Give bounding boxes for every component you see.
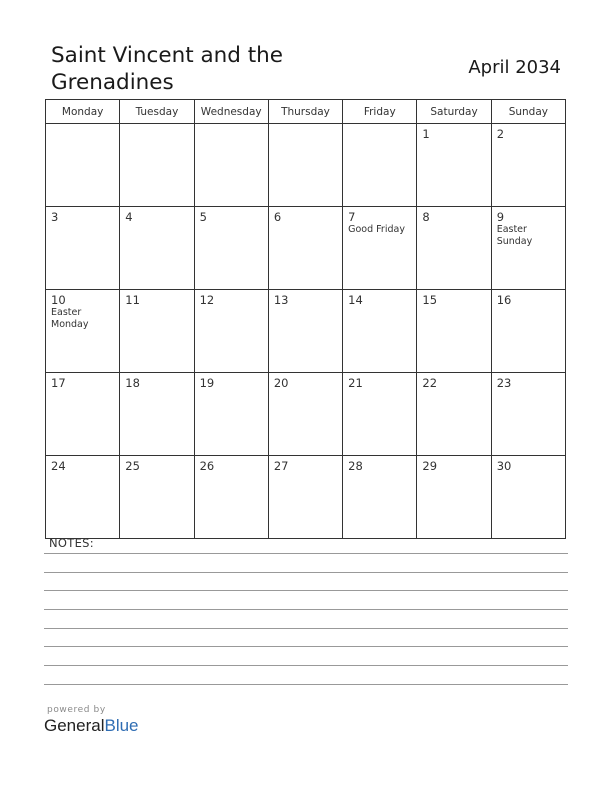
day-cell bbox=[120, 207, 194, 290]
day-cell bbox=[417, 373, 491, 456]
weekday-header: Wednesday bbox=[194, 100, 268, 124]
day-number: 5 bbox=[199, 210, 207, 224]
day-cell bbox=[343, 290, 417, 373]
month-label: April 2034 bbox=[468, 57, 561, 78]
day-cell bbox=[268, 207, 342, 290]
day-cell bbox=[46, 290, 120, 373]
day-cell bbox=[268, 290, 342, 373]
weekday-header-row bbox=[46, 100, 566, 124]
weekday-header: Sunday bbox=[491, 100, 565, 124]
day-number: 11 bbox=[125, 293, 140, 307]
day-number: 1 bbox=[422, 127, 430, 141]
day-number: 23 bbox=[496, 376, 512, 390]
weekday-header: Monday bbox=[46, 100, 120, 124]
day-cell bbox=[194, 456, 268, 539]
day-cell bbox=[194, 124, 268, 207]
day-number: 19 bbox=[199, 376, 215, 390]
day-cell bbox=[46, 373, 120, 456]
day-number: 13 bbox=[273, 293, 289, 307]
note-line bbox=[44, 628, 568, 629]
day-cell bbox=[491, 290, 565, 373]
day-cell bbox=[268, 456, 342, 539]
day-number: 26 bbox=[199, 459, 215, 473]
day-cell bbox=[120, 124, 194, 207]
day-number: 27 bbox=[273, 459, 289, 473]
note-line bbox=[44, 590, 568, 591]
day-cell bbox=[343, 373, 417, 456]
day-number: 2 bbox=[496, 127, 505, 141]
day-number: 24 bbox=[51, 459, 66, 473]
day-number: 3 bbox=[51, 210, 59, 224]
day-number: 8 bbox=[422, 210, 430, 224]
day-cell bbox=[46, 124, 120, 207]
day-number: 6 bbox=[273, 210, 282, 224]
note-line bbox=[44, 572, 568, 573]
day-number: 21 bbox=[348, 376, 363, 390]
week-row bbox=[46, 456, 566, 539]
day-cell bbox=[343, 456, 417, 539]
note-line bbox=[44, 553, 568, 554]
weekday-header: Friday bbox=[343, 100, 417, 124]
day-number: 12 bbox=[199, 293, 215, 307]
day-cell bbox=[46, 456, 120, 539]
brand-logo bbox=[44, 716, 139, 736]
day-number: 17 bbox=[51, 376, 66, 390]
weekday-header: Tuesday bbox=[120, 100, 194, 124]
day-cell bbox=[491, 373, 565, 456]
powered-by-text: powered by bbox=[47, 705, 106, 715]
day-number: 20 bbox=[273, 376, 289, 390]
holiday-label: Easter Monday bbox=[51, 307, 89, 330]
week-row bbox=[46, 373, 566, 456]
day-number: 16 bbox=[496, 293, 512, 307]
note-line bbox=[44, 684, 568, 685]
week-row bbox=[46, 207, 566, 290]
note-line bbox=[44, 609, 568, 610]
brand-blue-text: Blue bbox=[104, 716, 139, 735]
day-cell bbox=[194, 373, 268, 456]
day-cell bbox=[343, 124, 417, 207]
calendar-grid bbox=[45, 99, 566, 539]
day-number: 28 bbox=[348, 459, 363, 473]
day-cell bbox=[417, 290, 491, 373]
note-line bbox=[44, 646, 568, 647]
day-cell bbox=[194, 207, 268, 290]
notes-label: NOTES: bbox=[49, 536, 94, 550]
day-cell bbox=[417, 124, 491, 207]
day-number: 7 bbox=[348, 210, 356, 224]
week-row bbox=[46, 290, 566, 373]
day-number: 9 bbox=[496, 210, 505, 224]
day-number: 14 bbox=[348, 293, 363, 307]
weekday-header: Thursday bbox=[268, 100, 342, 124]
week-row bbox=[46, 124, 566, 207]
day-cell bbox=[343, 207, 417, 290]
day-cell bbox=[417, 456, 491, 539]
day-number: 25 bbox=[125, 459, 140, 473]
day-cell bbox=[491, 124, 565, 207]
calendar-title: Saint Vincent and the Grenadines bbox=[51, 43, 284, 95]
day-cell bbox=[491, 456, 565, 539]
day-cell bbox=[268, 373, 342, 456]
day-number: 4 bbox=[125, 210, 133, 224]
day-number: 30 bbox=[496, 459, 512, 473]
day-number: 29 bbox=[422, 459, 438, 473]
brand-general-text: General bbox=[44, 716, 105, 735]
holiday-label: Easter Sunday bbox=[496, 224, 533, 247]
day-cell bbox=[120, 373, 194, 456]
calendar-body bbox=[46, 124, 566, 539]
holiday-label: Good Friday bbox=[348, 224, 405, 235]
note-line bbox=[44, 665, 568, 666]
day-cell bbox=[194, 290, 268, 373]
day-number: 10 bbox=[51, 293, 66, 307]
day-cell bbox=[46, 207, 120, 290]
day-number: 18 bbox=[125, 376, 140, 390]
day-number: 15 bbox=[422, 293, 438, 307]
day-cell bbox=[120, 456, 194, 539]
day-cell bbox=[268, 124, 342, 207]
day-cell bbox=[417, 207, 491, 290]
weekday-header: Saturday bbox=[417, 100, 491, 124]
day-cell bbox=[491, 207, 565, 290]
day-number: 22 bbox=[422, 376, 438, 390]
day-cell bbox=[120, 290, 194, 373]
